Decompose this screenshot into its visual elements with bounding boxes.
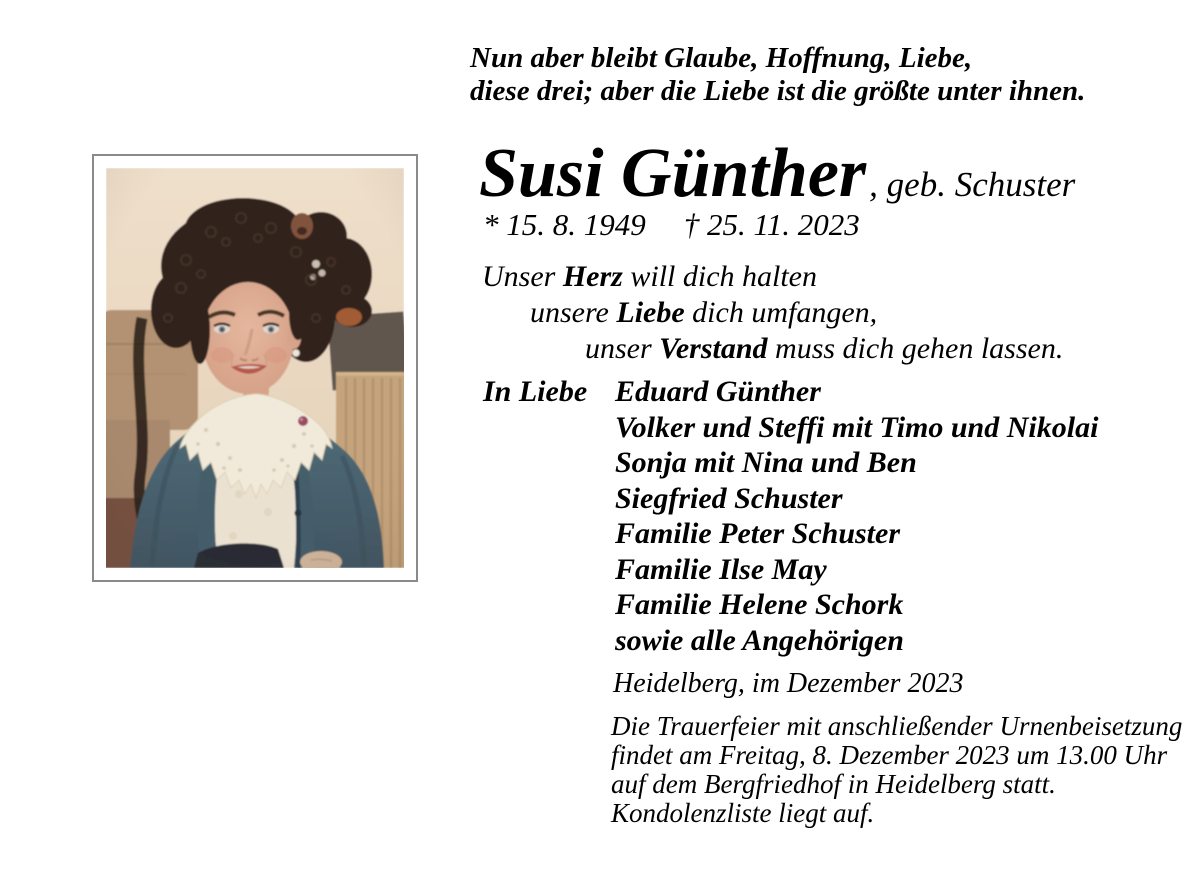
mourner-name: Familie Peter Schuster [615, 517, 900, 550]
bible-quote-line-1: Nun aber bleibt Glaube, Hoffnung, Liebe, [470, 42, 973, 74]
mourner-name: Sonja mit Nina und Ben [615, 446, 917, 479]
memorial-poem [482, 259, 1063, 367]
funeral-info [611, 712, 1182, 828]
funeral-info-line: Kondolenzliste liegt auf. [611, 798, 875, 828]
funeral-info-line: auf dem Bergfriedhof in Heidelberg statt. [611, 769, 1056, 799]
in-liebe-label: In Liebe [483, 375, 588, 408]
poem-line-3: unser Verstand muss dich gehen lassen. [585, 332, 1064, 365]
place-date-line: Heidelberg, im Dezember 2023 [613, 668, 964, 699]
mourner-name: Siegfried Schuster [615, 481, 843, 515]
maiden-name: , geb. Schuster [869, 165, 1076, 204]
birth-date: * 15. 8. 1949 [483, 207, 646, 242]
life-dates [483, 207, 860, 243]
portrait-photo-frame [92, 154, 418, 582]
portrait-photo [106, 168, 404, 568]
mourner-name: Familie Ilse May [615, 552, 827, 586]
bible-quote [470, 42, 1170, 108]
mourner-name: Eduard Günther [615, 375, 821, 408]
mourner-names [615, 374, 1098, 658]
funeral-info-line: findet am Freitag, 8. Dezember 2023 um 13.00 Uhr [611, 740, 1168, 770]
bible-quote-line-2: diese drei; aber die Liebe ist die größte unter ihnen. [470, 75, 1086, 107]
death-date: † 25. 11. 2023 [683, 207, 860, 242]
deceased-name: Susi Günther [479, 135, 867, 212]
funeral-info-line: Die Trauerfeier mit anschließender Urnenbeisetzung [611, 711, 1183, 741]
deceased-name-line [479, 137, 1075, 211]
mourners-section [483, 374, 1098, 658]
poem-line-2: unsere Liebe dich umfangen, [530, 296, 878, 329]
mourner-name: sowie alle Angehörigen [615, 623, 904, 657]
poem-line-1: Unser Herz will dich halten [482, 260, 817, 293]
mourner-name: Volker und Steffi mit Timo und Nikolai [615, 410, 1099, 444]
mourner-name: Familie Helene Schork [615, 588, 904, 621]
